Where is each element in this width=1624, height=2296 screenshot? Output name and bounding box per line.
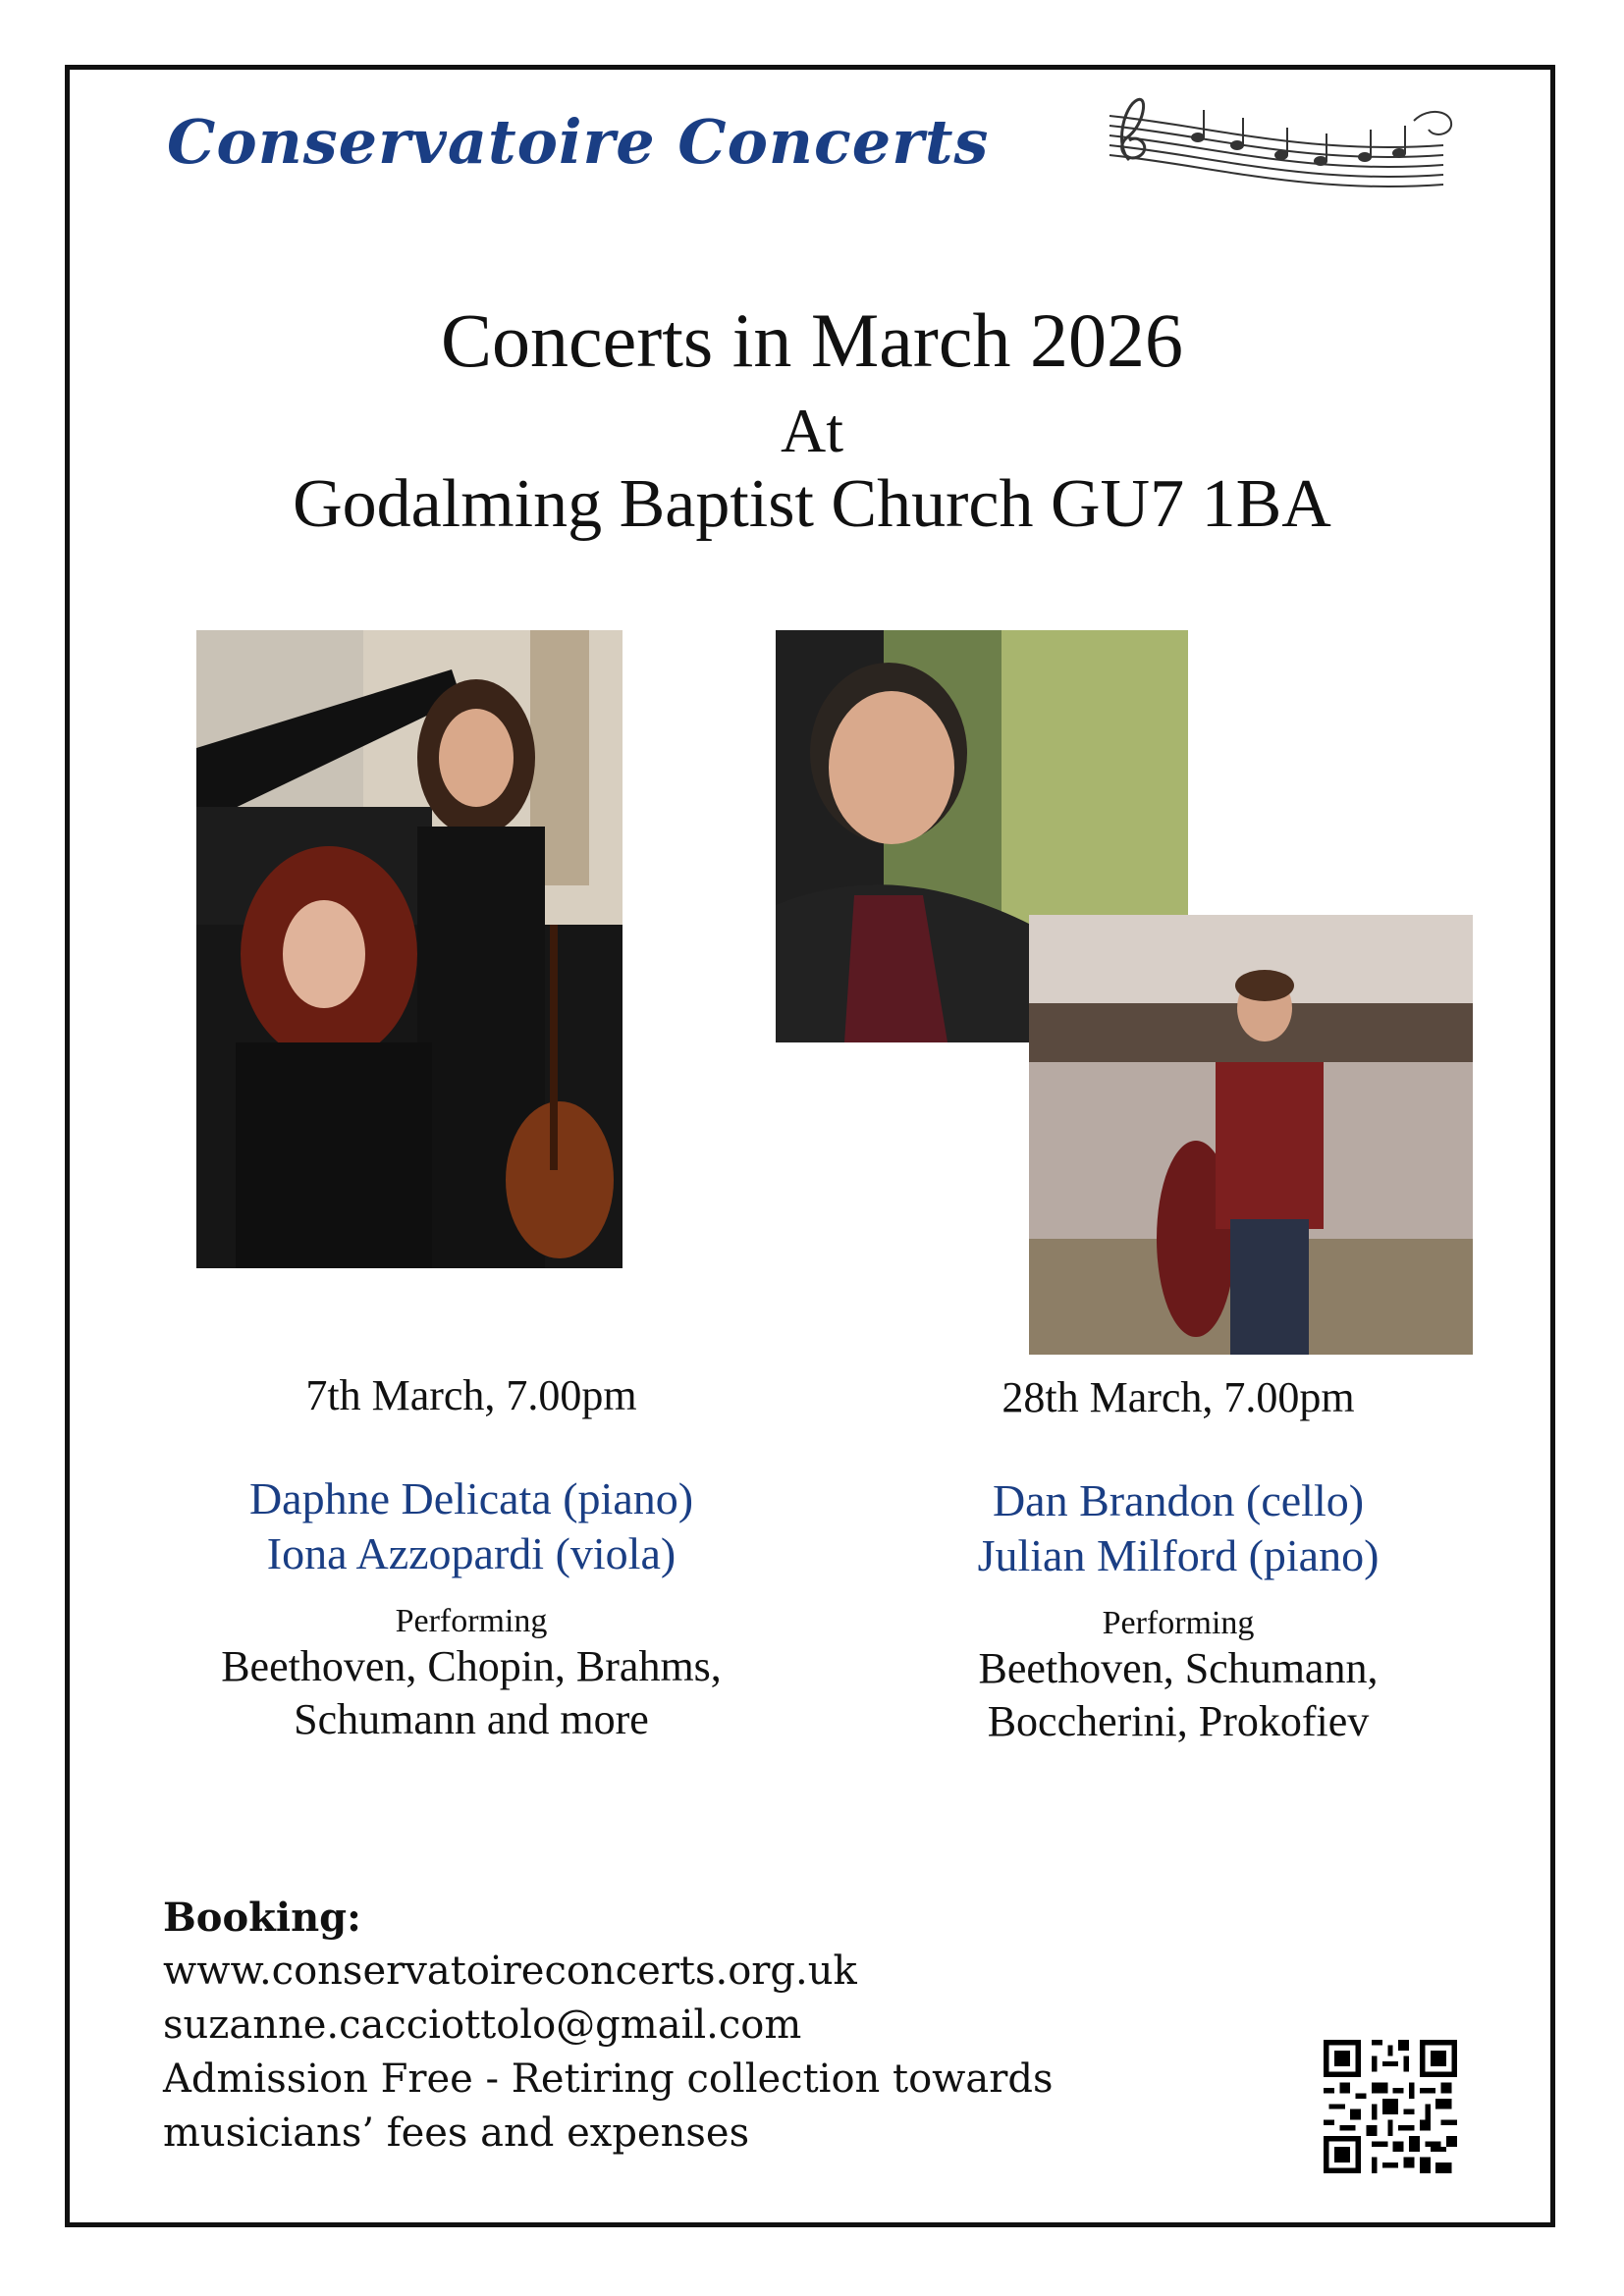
program-line: Schumann and more (294, 1695, 649, 1743)
artist-name: Dan Brandon (cello) (992, 1475, 1365, 1525)
concert-card-2 (805, 1372, 1551, 1748)
headline-title: Concerts in March 2026 (440, 297, 1183, 383)
headline-venue: Godalming Baptist Church GU7 1BA (293, 466, 1331, 542)
admission-line: Admission Free - Retiring collection towards (163, 2056, 1054, 2102)
booking-email-link[interactable]: suzanne.cacciottolo@gmail.com (163, 2002, 802, 2048)
program-line: Boccherini, Prokofiev (987, 1697, 1370, 1745)
artist-name: Daphne Delicata (piano) (248, 1473, 694, 1523)
brand-title: Conservatoire Concerts (167, 106, 990, 178)
booking-website-link[interactable]: www.conservatoireconcerts.org.uk (163, 1949, 857, 1994)
program-line: Beethoven, Schumann, (978, 1644, 1379, 1692)
concert-date: 28th March, 7.00pm (1001, 1373, 1355, 1421)
duo-photo-piano-viola (196, 630, 623, 1268)
qr-code-icon[interactable] (1324, 2040, 1457, 2173)
artist-name: Iona Azzopardi (viola) (266, 1528, 677, 1578)
performing-label: Performing (1102, 1605, 1255, 1641)
artist-name: Julian Milford (piano) (977, 1530, 1380, 1580)
concert-date: 7th March, 7.00pm (305, 1371, 637, 1419)
booking-section (163, 1891, 1054, 2161)
performing-label: Performing (395, 1603, 548, 1639)
booking-label: Booking: (163, 1895, 361, 1941)
outdoor-photo-cellist (1029, 915, 1473, 1355)
music-staff-icon (1090, 86, 1463, 194)
admission-line: musicians’ fees and expenses (163, 2110, 750, 2156)
headline-at: At (781, 396, 843, 465)
program-line: Beethoven, Chopin, Brahms, (221, 1642, 722, 1690)
concert-card-1 (98, 1370, 844, 1746)
